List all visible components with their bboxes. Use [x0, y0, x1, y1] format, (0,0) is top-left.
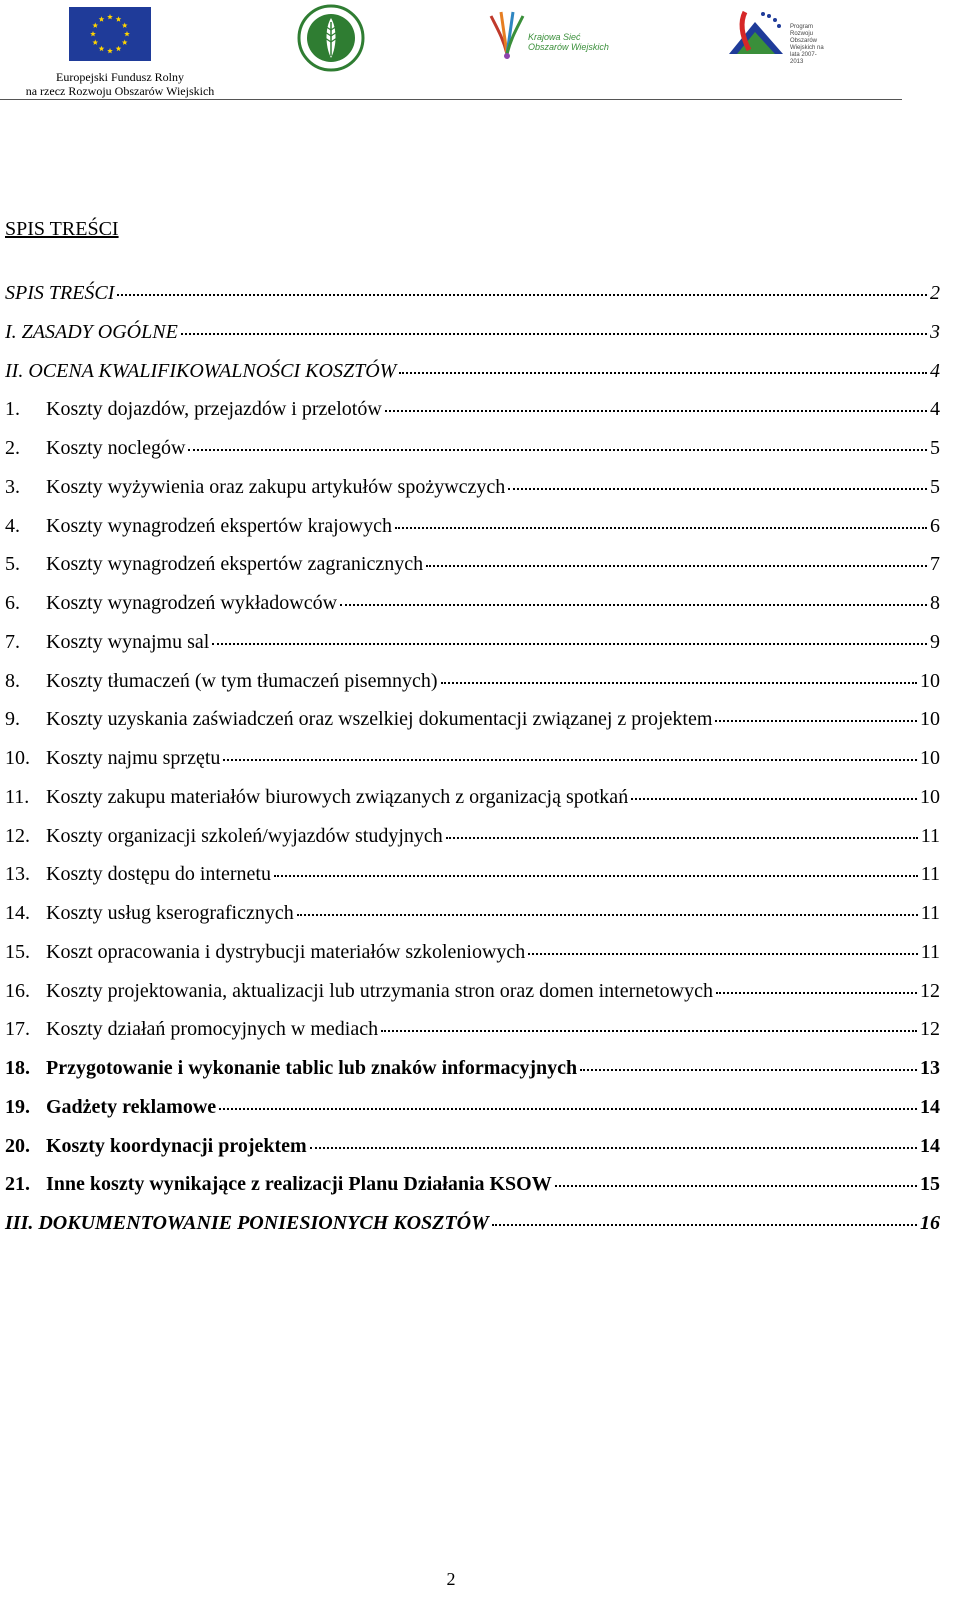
ksow-logo-text [528, 32, 609, 52]
toc-entry-number: 21. [5, 1173, 30, 1196]
toc-dot-leader [381, 1012, 917, 1032]
toc-entry-page: 10 [920, 747, 940, 769]
toc-entry-number: 18. [5, 1057, 30, 1079]
toc-entry-title: Koszty uzyskania zaświadczeń oraz wszelkiej dokumentacji związanej z projektem [46, 708, 713, 731]
toc-entry-page: 5 [930, 475, 940, 498]
table-of-contents [5, 279, 940, 1248]
toc-dot-leader [580, 1051, 917, 1071]
toc-entry[interactable] [5, 860, 940, 899]
prow-logo-text: Program Rozwoju Obszarów Wiejskich na lata 2007-2013 [790, 24, 824, 65]
toc-entry[interactable] [5, 783, 940, 822]
page-number: 2 [446, 1569, 456, 1589]
toc-dot-leader [223, 741, 917, 761]
toc-dot-leader [446, 819, 918, 839]
toc-entry-title: Koszty projektowania, aktualizacji lub utrzymania stron oraz domen internetowych [46, 979, 714, 1002]
toc-entry-page: 12 [920, 979, 940, 1002]
toc-dot-leader [716, 974, 917, 994]
toc-entry-title: III. DOKUMENTOWANIE PONIESIONYCH KOSZTÓW [5, 1212, 489, 1234]
eu-fund-caption-line1: Europejski Fundusz Rolny [56, 70, 184, 84]
header-divider [0, 99, 902, 100]
toc-entry-page: 4 [930, 359, 940, 382]
toc-entry-number: 10. [5, 747, 30, 769]
toc-entry-title: Koszty organizacji szkoleń/wyjazdów studyjnych [46, 824, 443, 847]
toc-entry[interactable] [5, 1132, 940, 1171]
toc-entry[interactable] [5, 822, 940, 861]
page-header [0, 0, 960, 100]
toc-entry-title: Przygotowanie i wykonanie tablic lub znaków informacyjnych [46, 1057, 578, 1079]
eu-fund-caption-line2: na rzecz Rozwoju Obszarów Wiejskich [25, 84, 215, 98]
toc-entry-number: 2. [5, 437, 20, 459]
toc-entry[interactable] [5, 434, 940, 473]
toc-entry-number: 20. [5, 1134, 30, 1157]
toc-entry-page: 8 [930, 592, 940, 614]
toc-entry-title: Koszty noclegów [46, 437, 186, 459]
toc-entry[interactable] [5, 1054, 940, 1093]
toc-heading: SPIS TREŚCI [5, 218, 119, 240]
toc-entry-page: 3 [930, 320, 940, 343]
toc-entry-page: 6 [930, 514, 940, 537]
toc-entry-title: Koszty działań promocyjnych w mediach [46, 1018, 379, 1041]
toc-entry[interactable] [5, 473, 940, 512]
toc-entry-title: Koszty najmu sprzętu [46, 747, 221, 769]
toc-entry-title: Koszty usług kserograficznych [46, 902, 294, 924]
prow-program-logo [725, 4, 787, 62]
toc-entry-number: 12. [5, 824, 30, 847]
toc-entry-number: 5. [5, 553, 20, 576]
toc-entry[interactable] [5, 899, 940, 938]
toc-entry-page: 5 [930, 437, 940, 459]
toc-dot-leader [528, 935, 917, 955]
toc-entry-title: Koszty zakupu materiałów biurowych związanych z organizacją spotkań [46, 785, 629, 808]
toc-entry-number: 14. [5, 902, 30, 924]
toc-entry-page: 12 [920, 1018, 940, 1041]
toc-entry-title: Koszty wynajmu sal [46, 630, 210, 653]
toc-dot-leader [385, 392, 927, 412]
toc-entry-number: 19. [5, 1095, 30, 1118]
toc-entry-page: 7 [930, 553, 940, 576]
toc-entry-page: 2 [930, 282, 940, 304]
toc-entry-title: I. ZASADY OGÓLNE [5, 320, 178, 343]
toc-entry[interactable] [5, 318, 940, 357]
toc-dot-leader [395, 509, 927, 529]
toc-entry-title: Koszty wyżywienia oraz zakupu artykułów spożywczych [46, 475, 506, 498]
toc-entry-number: 13. [5, 863, 30, 886]
toc-entry-page: 16 [920, 1212, 940, 1234]
toc-dot-leader [715, 702, 917, 722]
toc-entry-number: 11. [5, 785, 30, 808]
toc-entry[interactable] [5, 395, 940, 434]
toc-entry-title: Koszty wynagrodzeń ekspertów krajowych [46, 514, 393, 537]
toc-entry-page: 11 [920, 902, 940, 924]
ksow-network-logo [487, 8, 527, 60]
toc-entry[interactable] [5, 357, 940, 396]
toc-entry[interactable] [5, 279, 940, 318]
toc-entry-number: 15. [5, 940, 30, 963]
toc-entry-page: 14 [920, 1134, 940, 1157]
toc-entry-title: Koszty koordynacji projektem [46, 1134, 307, 1157]
toc-entry-number: 16. [5, 979, 30, 1002]
toc-dot-leader [426, 547, 927, 567]
toc-entry-page: 10 [920, 708, 940, 731]
toc-entry[interactable] [5, 938, 940, 977]
toc-entry[interactable] [5, 628, 940, 667]
toc-entry-title: SPIS TREŚCI [5, 282, 115, 304]
toc-dot-leader [399, 354, 927, 374]
toc-dot-leader [274, 857, 918, 877]
toc-entry-page: 11 [920, 824, 940, 847]
toc-entry-title: Koszty tłumaczeń (w tym tłumaczeń pisemnych) [46, 669, 438, 692]
toc-entry[interactable] [5, 1170, 940, 1209]
toc-entry-number: 3. [5, 475, 20, 498]
toc-entry[interactable] [5, 512, 940, 551]
toc-entry-page: 9 [930, 630, 940, 653]
toc-entry-page: 10 [920, 785, 940, 808]
toc-entry-number: 4. [5, 514, 20, 537]
toc-entry[interactable] [5, 1093, 940, 1132]
toc-entry-title: Gadżety reklamowe [46, 1095, 217, 1118]
toc-entry-title: II. OCENA KWALIFIKOWALNOŚCI KOSZTÓW [5, 359, 397, 382]
ksow-logo-line1: Krajowa Sieć [528, 32, 581, 42]
toc-dot-leader [492, 1206, 917, 1226]
toc-entry[interactable] [5, 705, 940, 744]
toc-entry[interactable] [5, 1015, 940, 1054]
ministry-agriculture-logo [296, 4, 366, 72]
toc-dot-leader [631, 780, 917, 800]
toc-entry[interactable] [5, 667, 940, 706]
eu-flag-logo [69, 7, 151, 61]
toc-entry-number: 6. [5, 592, 20, 614]
toc-entry-title: Koszty dostępu do internetu [46, 863, 271, 886]
toc-entry-page: 11 [920, 863, 940, 886]
toc-entry-number: 17. [5, 1018, 30, 1041]
toc-entry-page: 10 [920, 669, 940, 692]
toc-dot-leader [181, 315, 927, 335]
toc-entry-title: Koszty wynagrodzeń ekspertów zagranicznych [46, 553, 424, 576]
toc-dot-leader [212, 625, 927, 645]
toc-dot-leader [310, 1129, 917, 1149]
toc-entry-title: Inne koszty wynikające z realizacji Planu Działania KSOW [46, 1173, 552, 1196]
toc-entry[interactable] [5, 589, 940, 628]
toc-entry-title: Koszt opracowania i dystrybucji materiałów szkoleniowych [46, 940, 526, 963]
toc-dot-leader [297, 896, 918, 916]
toc-entry[interactable] [5, 977, 940, 1016]
toc-entry-number: 7. [5, 630, 20, 653]
toc-dot-leader [117, 276, 927, 296]
toc-dot-leader [340, 586, 927, 606]
toc-entry-page: 14 [920, 1095, 940, 1118]
toc-entry-title: Koszty dojazdów, przejazdów i przelotów [46, 398, 382, 421]
toc-entry[interactable] [5, 550, 940, 589]
ksow-logo-line2: Obszarów Wiejskich [528, 42, 609, 52]
toc-dot-leader [508, 470, 927, 490]
toc-entry-number: 8. [5, 669, 20, 692]
toc-entry-page: 11 [920, 940, 940, 963]
toc-entry-title: Koszty wynagrodzeń wykładowców [46, 592, 338, 614]
toc-entry-number: 9. [5, 708, 20, 731]
toc-entry-page: 4 [930, 398, 940, 421]
toc-dot-leader [555, 1167, 917, 1187]
toc-entry[interactable] [5, 1209, 940, 1248]
eu-stars-icon [69, 7, 151, 61]
toc-entry-number: 1. [5, 398, 20, 421]
toc-entry[interactable] [5, 744, 940, 783]
toc-dot-leader [219, 1090, 917, 1110]
toc-dot-leader [441, 664, 917, 684]
toc-entry-page: 15 [920, 1173, 940, 1196]
toc-dot-leader [188, 431, 927, 451]
toc-entry-page: 13 [920, 1057, 940, 1079]
